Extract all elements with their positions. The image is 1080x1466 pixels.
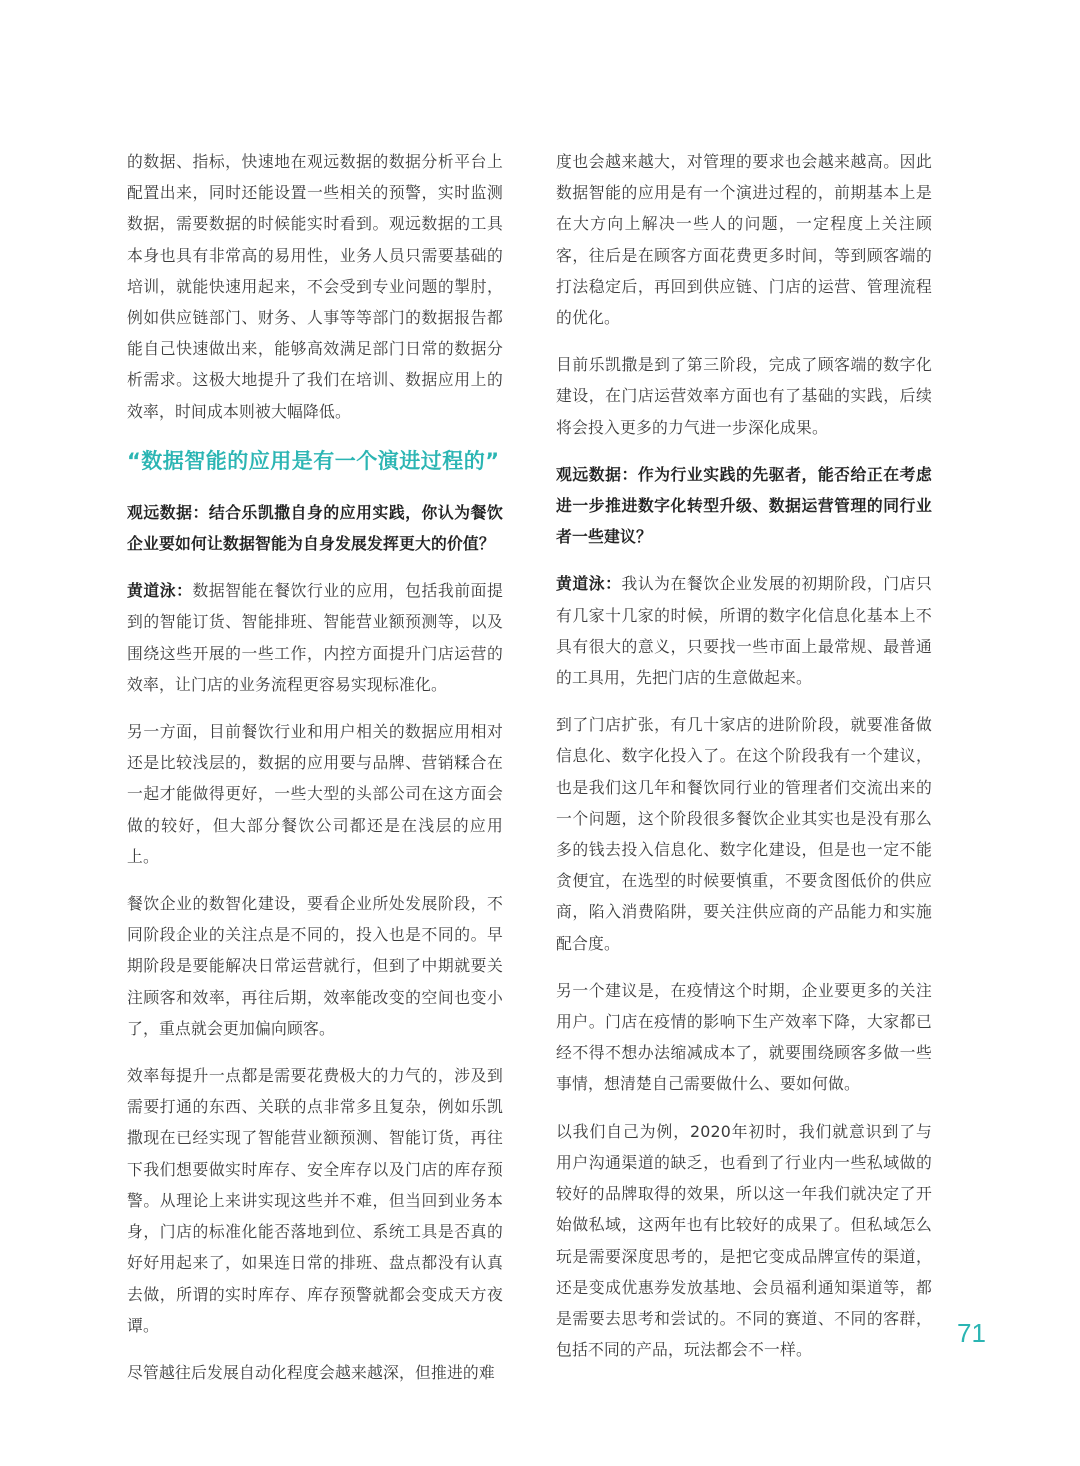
left-paragraph-5: 尽管越往后发展自动化程度会越来越深，但推进的难 (127, 1362, 495, 1382)
interview-question-2 (556, 459, 932, 553)
left-paragraph-4: 效率每提升一点都是需要花费极大的力气的，涉及到需要打通的东西、关联的点非常多且复杂，例如乐凯撒现在已经实现了智能营业额预测、智能订货，再往下我们想要做实时库存、安全库存以及门店的库存预警。从理论上来讲实现这些并不难，但当回到业务本身，门店的标准化能否落地到位、系统工具是否真的好好用起来了，如果连日常的排班、盘点都没有认真去做，所谓的实时库存、库存预警就都会变成天方夜谭。 (127, 1066, 503, 1335)
interview-answer-2 (556, 568, 932, 693)
left-column (127, 146, 503, 1404)
interview-answer-1 (127, 575, 503, 700)
answer-text: 数据智能在餐饮行业的应用，包括我前面提到的智能订货、智能排班、智能营业额预测等，以及围绕这些开展的一些工作，内控方面提升门店运营的效率，让门店的业务流程更容易实现标准化。 (127, 581, 503, 694)
answer-text: 我认为在餐饮企业发展的初期阶段，门店只有几家十几家的时候，所谓的数字化信息化基本上不具有很大的意义，只要找一些市面上最常规、最普通的工具用，先把门店的生意做起来。 (556, 574, 932, 688)
section-heading: “数据智能的应用是有一个演进过程的” (127, 448, 500, 473)
left-paragraph-1: 的数据、指标，快速地在观远数据的数据分析平台上配置出来，同时还能设置一些相关的预警，实时监测数据，需要数据的时候能实时看到。观远数据的工具本身也具有非常高的易用性，业务人员只需要基础的培训，就能快速用起来，不会受到专业问题的掣肘，例如供应链部门、财务、人事等等部门的数据报告都能自己快速做出来，能够高效满足部门日常的数据分析需求。这极大地提升了我们在培训、数据应用上的效率，时间成本则被大幅降低。 (127, 152, 503, 421)
question-text: 作为行业实践的先驱者，能否给正在考虑进一步推进数字化转型升级、数据运营管理的同行业者一些建议？ (556, 464, 932, 547)
left-paragraph-2: 另一方面，目前餐饮行业和用户相关的数据应用相对还是比较浅层的，数据的应用要与品牌、营销糅合在一起才能做得更好，一些大型的头部公司在这方面会做的较好，但大部分餐饮公司都还是在浅层的应用上。 (127, 722, 503, 866)
right-paragraph-1: 度也会越来越大，对管理的要求也会越来越高。因此数据智能的应用是有一个演进过程的，前期基本上是在大方向上解决一些人的问题，一定程度上关注顾客，往后是在顾客方面花费更多时间，等到顾客端的打法稳定后，再回到供应链、门店的运营、管理流程的优化。 (556, 152, 932, 328)
question-text: 结合乐凯撒自身的应用实践，你认为餐饮企业要如何让数据智能为自身发展发挥更大的价值？ (127, 502, 503, 554)
answer-speaker: 黄道泳： (556, 574, 622, 594)
question-speaker: 观远数据： (127, 502, 209, 522)
answer-speaker: 黄道泳： (127, 581, 193, 601)
question-speaker: 观远数据： (556, 464, 638, 484)
right-paragraph-5: 以我们自己为例，2020年初时，我们就意识到了与用户沟通渠道的缺乏，也看到了行业内一些私域做的较好的品牌取得的效果，所以这一年我们就决定了开始做私域，这两年也有比较好的成果了。但私域怎么玩是需要深度思考的，是把它变成品牌宣传的渠道，还是变成优惠券发放基地、会员福利通知渠道等，都是需要去思考和尝试的。不同的赛道、不同的客群，包括不同的产品，玩法都会不一样。 (556, 1121, 932, 1360)
left-paragraph-3: 餐饮企业的数智化建设，要看企业所处发展阶段，不同阶段企业的关注点是不同的，投入也是不同的。早期阶段是要能解决日常运营就行，但到了中期就要关注顾客和效率，再往后期，效率能改变的空间也变小了，重点就会更加偏向顾客。 (127, 894, 503, 1038)
page-number: 71 (957, 1318, 986, 1348)
right-column (556, 146, 932, 1381)
right-paragraph-3: 到了门店扩张，有几十家店的进阶阶段，就要准备做信息化、数字化投入了。在这个阶段我有一个建议，也是我们这几年和餐饮同行业的管理者们交流出来的一个问题，这个阶段很多餐饮企业其实也是没有那么多的钱去投入信息化、数字化建设，但是也一定不能贪便宜，在选型的时候要慎重，不要贪图低价的供应商，陷入消费陷阱，要关注供应商的产品能力和实施配合度。 (556, 715, 932, 953)
interview-question-1 (127, 497, 503, 559)
right-paragraph-4: 另一个建议是，在疫情这个时期，企业要更多的关注用户。门店在疫情的影响下生产效率下降，大家都已经不得不想办法缩减成本了，就要围绕顾客多做一些事情，想清楚自己需要做什么、要如何做。 (556, 980, 932, 1094)
right-paragraph-2: 目前乐凯撒是到了第三阶段，完成了顾客端的数字化建设，在门店运营效率方面也有了基础的实践，后续将会投入更多的力气进一步深化成果。 (556, 355, 932, 437)
